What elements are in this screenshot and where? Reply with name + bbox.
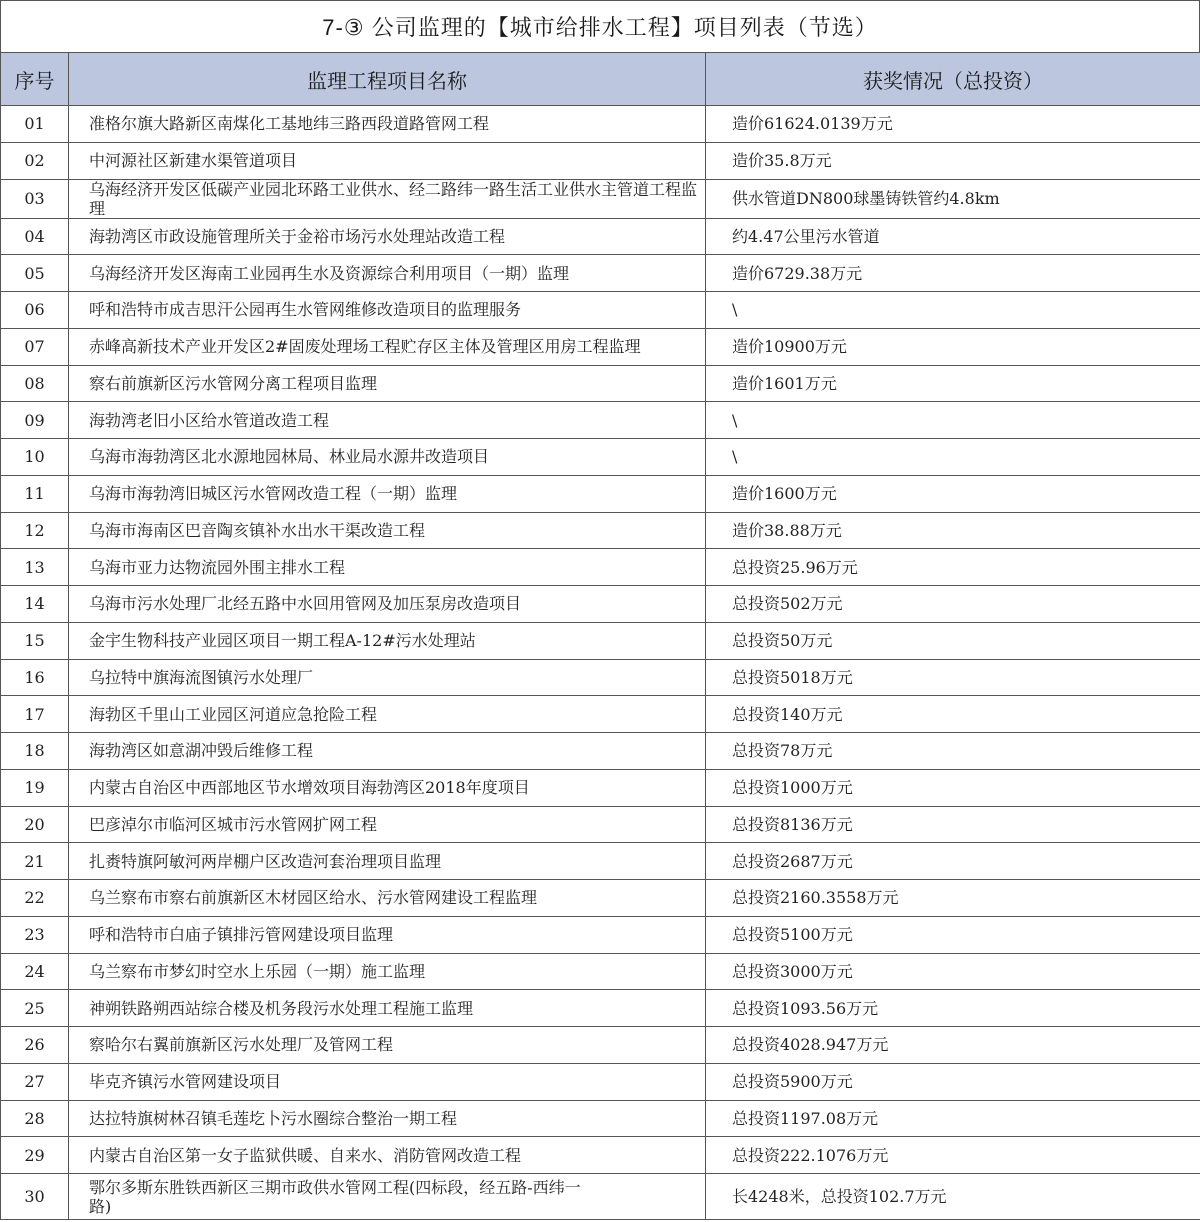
row-number: 30 bbox=[1, 1174, 69, 1220]
table-row bbox=[1, 1174, 1200, 1220]
row-number: 03 bbox=[1, 179, 69, 218]
table-row bbox=[1, 696, 1200, 733]
row-number: 14 bbox=[1, 586, 69, 623]
table-row bbox=[1, 586, 1200, 623]
project-name: 达拉特旗树林召镇毛莲圪卜污水圈综合整治一期工程 bbox=[69, 1100, 706, 1137]
row-number: 20 bbox=[1, 806, 69, 843]
award-info: 总投资140万元 bbox=[706, 696, 1200, 733]
row-number: 24 bbox=[1, 953, 69, 990]
table-row bbox=[1, 179, 1200, 218]
award-info: 造价6729.38万元 bbox=[706, 255, 1200, 292]
award-info: 造价38.88万元 bbox=[706, 512, 1200, 549]
row-number: 27 bbox=[1, 1063, 69, 1100]
award-info: 造价10900万元 bbox=[706, 328, 1200, 365]
project-name: 乌海市海勃湾区北水源地园林局、林业局水源井改造项目 bbox=[69, 439, 706, 476]
award-info: 总投资25.96万元 bbox=[706, 549, 1200, 586]
award-info: 总投资3000万元 bbox=[706, 953, 1200, 990]
table-row bbox=[1, 365, 1200, 402]
table-row bbox=[1, 880, 1200, 917]
row-number: 28 bbox=[1, 1100, 69, 1137]
row-number: 11 bbox=[1, 475, 69, 512]
row-number: 17 bbox=[1, 696, 69, 733]
row-number: 23 bbox=[1, 916, 69, 953]
row-number: 18 bbox=[1, 733, 69, 770]
project-name: 海勃湾老旧小区给水管道改造工程 bbox=[69, 402, 706, 439]
project-name: 海勃湾区市政设施管理所关于金裕市场污水处理站改造工程 bbox=[69, 218, 706, 255]
table-row bbox=[1, 733, 1200, 770]
project-name: 乌海市亚力达物流园外围主排水工程 bbox=[69, 549, 706, 586]
row-number: 29 bbox=[1, 1137, 69, 1174]
row-number: 21 bbox=[1, 843, 69, 880]
award-info: 造价1601万元 bbox=[706, 365, 1200, 402]
row-number: 01 bbox=[1, 106, 69, 143]
award-info: 总投资1093.56万元 bbox=[706, 990, 1200, 1027]
project-name: 内蒙古自治区第一女子监狱供暖、自来水、消防管网改造工程 bbox=[69, 1137, 706, 1174]
table-row bbox=[1, 106, 1200, 143]
table-header-row bbox=[1, 53, 1200, 106]
project-name: 内蒙古自治区中西部地区节水增效项目海勃湾区2018年度项目 bbox=[69, 769, 706, 806]
table-title: 7-③ 公司监理的【城市给排水工程】项目列表（节选） bbox=[0, 0, 1200, 52]
table-row bbox=[1, 1063, 1200, 1100]
award-info: 供水管道DN800球墨铸铁管约4.8km bbox=[706, 179, 1200, 218]
table-row bbox=[1, 769, 1200, 806]
project-name: 准格尔旗大路新区南煤化工基地纬三路西段道路管网工程 bbox=[69, 106, 706, 143]
project-table bbox=[0, 52, 1200, 1220]
table-body bbox=[1, 106, 1200, 1220]
table-row bbox=[1, 292, 1200, 329]
header-no: 序号 bbox=[1, 53, 69, 106]
project-name: 察哈尔右翼前旗新区污水处理厂及管网工程 bbox=[69, 1027, 706, 1064]
award-info: 造价1600万元 bbox=[706, 475, 1200, 512]
table-row bbox=[1, 990, 1200, 1027]
table-row bbox=[1, 512, 1200, 549]
table-row bbox=[1, 622, 1200, 659]
row-number: 07 bbox=[1, 328, 69, 365]
project-name: 乌海市海勃湾旧城区污水管网改造工程（一期）监理 bbox=[69, 475, 706, 512]
table-row bbox=[1, 659, 1200, 696]
row-number: 06 bbox=[1, 292, 69, 329]
project-name: 察右前旗新区污水管网分离工程项目监理 bbox=[69, 365, 706, 402]
table-row bbox=[1, 549, 1200, 586]
row-number: 04 bbox=[1, 218, 69, 255]
award-info: 总投资50万元 bbox=[706, 622, 1200, 659]
award-info: 总投资5018万元 bbox=[706, 659, 1200, 696]
project-name: 呼和浩特市白庙子镇排污管网建设项目监理 bbox=[69, 916, 706, 953]
project-name: 乌海经济开发区海南工业园再生水及资源综合利用项目（一期）监理 bbox=[69, 255, 706, 292]
table-row bbox=[1, 402, 1200, 439]
award-info: 造价61624.0139万元 bbox=[706, 106, 1200, 143]
table-row bbox=[1, 843, 1200, 880]
project-name: 鄂尔多斯东胜铁西新区三期市政供水管网工程(四标段，经五路-西纬一路) bbox=[69, 1174, 706, 1220]
row-number: 26 bbox=[1, 1027, 69, 1064]
award-info: 长4248米，总投资102.7万元 bbox=[706, 1174, 1200, 1220]
project-name: 金宇生物科技产业园区项目一期工程A-12#污水处理站 bbox=[69, 622, 706, 659]
award-info: 总投资502万元 bbox=[706, 586, 1200, 623]
project-name: 海勃湾区如意湖冲毁后维修工程 bbox=[69, 733, 706, 770]
award-info: 总投资1000万元 bbox=[706, 769, 1200, 806]
project-name: 扎赉特旗阿敏河两岸棚户区改造河套治理项目监理 bbox=[69, 843, 706, 880]
award-info: 总投资1197.08万元 bbox=[706, 1100, 1200, 1137]
project-name: 乌海经济开发区低碳产业园北环路工业供水、经二路纬一路生活工业供水主管道工程监理 bbox=[69, 179, 706, 218]
project-name: 乌兰察布市梦幻时空水上乐园（一期）施工监理 bbox=[69, 953, 706, 990]
table-row bbox=[1, 806, 1200, 843]
row-number: 13 bbox=[1, 549, 69, 586]
award-info: 总投资2687万元 bbox=[706, 843, 1200, 880]
award-info: 总投资5900万元 bbox=[706, 1063, 1200, 1100]
row-number: 05 bbox=[1, 255, 69, 292]
award-info: 总投资5100万元 bbox=[706, 916, 1200, 953]
row-number: 10 bbox=[1, 439, 69, 476]
project-name: 巴彦淖尔市临河区城市污水管网扩网工程 bbox=[69, 806, 706, 843]
project-name: 中河源社区新建水渠管道项目 bbox=[69, 142, 706, 179]
header-award: 获奖情况（总投资） bbox=[706, 53, 1200, 106]
table-row bbox=[1, 218, 1200, 255]
project-name: 海勃区千里山工业园区河道应急抢险工程 bbox=[69, 696, 706, 733]
award-info: 造价35.8万元 bbox=[706, 142, 1200, 179]
award-info: 总投资2160.3558万元 bbox=[706, 880, 1200, 917]
row-number: 16 bbox=[1, 659, 69, 696]
row-number: 09 bbox=[1, 402, 69, 439]
row-number: 02 bbox=[1, 142, 69, 179]
table-row bbox=[1, 328, 1200, 365]
project-name: 乌兰察布市察右前旗新区木材园区给水、污水管网建设工程监理 bbox=[69, 880, 706, 917]
row-number: 22 bbox=[1, 880, 69, 917]
award-info: \ bbox=[706, 292, 1200, 329]
table-row bbox=[1, 1100, 1200, 1137]
row-number: 25 bbox=[1, 990, 69, 1027]
table-row bbox=[1, 475, 1200, 512]
row-number: 08 bbox=[1, 365, 69, 402]
table-row bbox=[1, 142, 1200, 179]
table-row bbox=[1, 953, 1200, 990]
table-row bbox=[1, 439, 1200, 476]
project-name: 毕克齐镇污水管网建设项目 bbox=[69, 1063, 706, 1100]
award-info: 约4.47公里污水管道 bbox=[706, 218, 1200, 255]
project-name: 乌海市污水处理厂北经五路中水回用管网及加压泵房改造项目 bbox=[69, 586, 706, 623]
row-number: 15 bbox=[1, 622, 69, 659]
award-info: 总投资8136万元 bbox=[706, 806, 1200, 843]
header-name: 监理工程项目名称 bbox=[69, 53, 706, 106]
project-name: 乌海市海南区巴音陶亥镇补水出水干渠改造工程 bbox=[69, 512, 706, 549]
project-name: 赤峰高新技术产业开发区2#固废处理场工程贮存区主体及管理区用房工程监理 bbox=[69, 328, 706, 365]
award-info: 总投资78万元 bbox=[706, 733, 1200, 770]
project-name: 呼和浩特市成吉思汗公园再生水管网维修改造项目的监理服务 bbox=[69, 292, 706, 329]
award-info: 总投资222.1076万元 bbox=[706, 1137, 1200, 1174]
table-row bbox=[1, 1137, 1200, 1174]
table-row bbox=[1, 255, 1200, 292]
table-row bbox=[1, 916, 1200, 953]
row-number: 12 bbox=[1, 512, 69, 549]
project-name: 神朔铁路朔西站综合楼及机务段污水处理工程施工监理 bbox=[69, 990, 706, 1027]
row-number: 19 bbox=[1, 769, 69, 806]
award-info: 总投资4028.947万元 bbox=[706, 1027, 1200, 1064]
award-info: \ bbox=[706, 402, 1200, 439]
award-info: \ bbox=[706, 439, 1200, 476]
project-name: 乌拉特中旗海流图镇污水处理厂 bbox=[69, 659, 706, 696]
table-row bbox=[1, 1027, 1200, 1064]
